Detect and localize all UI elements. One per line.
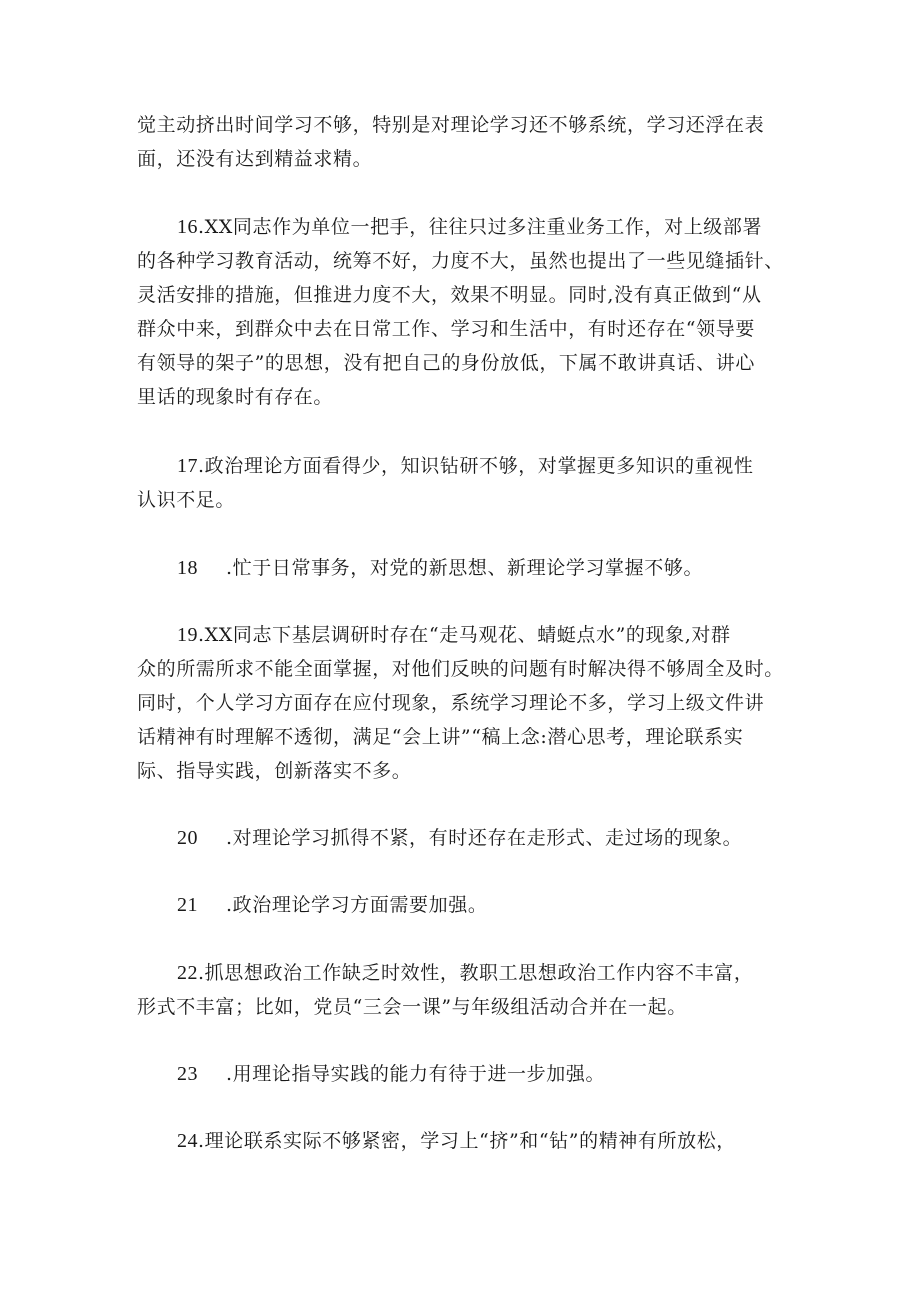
item-number: 18 [177,557,198,579]
text-line: 群众中来，到群众中去在日常工作、学习和生活中，有时还存在“领导要 [137,318,755,340]
item-number: 22 [177,962,198,984]
text-line: 觉主动挤出时间学习不够，特别是对理论学习还不够系统，学习还浮在表 [137,114,765,136]
item-number: 23 [177,1063,198,1085]
item-number: 21 [177,894,198,916]
text-line [137,821,797,855]
text-segment: .政治理论方面看得少，知识钻研不够，对掌握更多知识的重视性 [198,455,754,477]
text-segment: .对理论学习抓得不紧，有时还存在走形式、走过场的现象。 [226,827,743,849]
paragraph-item-23 [137,1057,797,1091]
text-segment: .XX同志下基层调研时存在“走马观花、蜻蜓点水”的现象,对群 [198,624,731,646]
item-number: 24 [177,1130,198,1152]
text-line [137,1124,797,1158]
item-number: 17 [177,455,198,477]
text-line: 面，还没有达到精益求精。 [137,148,373,170]
text-segment: .抓思想政治工作缺乏时效性，教职工思想政治工作内容不丰富， [198,962,754,984]
text-line [137,888,797,922]
paragraph-continuation [137,108,797,176]
text-line: 认识不足。 [137,489,236,511]
paragraph-item-17 [137,449,797,517]
text-line: 灵活安排的措施，但推进力度不大，效果不明显。同时,没有真正做到“从 [137,284,762,306]
paragraph-item-24 [137,1124,797,1158]
text-line [137,1057,797,1091]
paragraph-item-19 [137,618,797,788]
paragraph-item-16 [137,210,797,414]
item-number: 19 [177,624,198,646]
text-line: 有领导的架子”的思想，没有把自己的身份放低，下属不敢讲真话、讲心 [137,352,755,374]
text-line: 际、指导实践，创新落实不多。 [137,760,412,782]
paragraph-item-21 [137,888,797,922]
text-segment: .忙于日常事务，对党的新思想、新理论学习掌握不够。 [226,557,704,579]
paragraph-item-18 [137,551,797,585]
item-number: 16 [177,216,198,238]
item-number: 20 [177,827,198,849]
text-line [137,956,797,990]
text-line [137,210,797,244]
text-line: 同时，个人学习方面存在应付现象，系统学习理论不多，学习上级文件讲 [137,692,765,714]
text-line [137,449,797,483]
text-segment: .用理论指导实践的能力有待于进一步加强。 [226,1063,606,1085]
text-line [137,551,797,585]
paragraph-item-22 [137,956,797,1024]
text-segment: .XX同志作为单位一把手，往往只过多注重业务工作，对上级部署 [198,216,763,238]
text-line: 形式不丰富；比如，党员“三会一课”与年级组活动合并在一起。 [137,996,687,1018]
text-line: 众的所需所求不能全面掌握，对他们反映的问题有时解决得不够周全及时。 [137,658,784,680]
text-line: 里话的现象时有存在。 [137,386,334,408]
text-line [137,618,797,652]
text-segment: .理论联系实际不够紧密，学习上“挤”和“钻”的精神有所放松， [198,1130,736,1152]
text-segment: .政治理论学习方面需要加强。 [226,894,488,916]
text-line: 话精神有时理解不透彻，满足“会上讲”“稿上念:潜心思考，理论联系实 [137,726,744,748]
text-line: 的各种学习教育活动，统筹不好，力度不大，虽然也提出了一些见缝插针、 [137,250,784,272]
paragraph-item-20 [137,821,797,855]
